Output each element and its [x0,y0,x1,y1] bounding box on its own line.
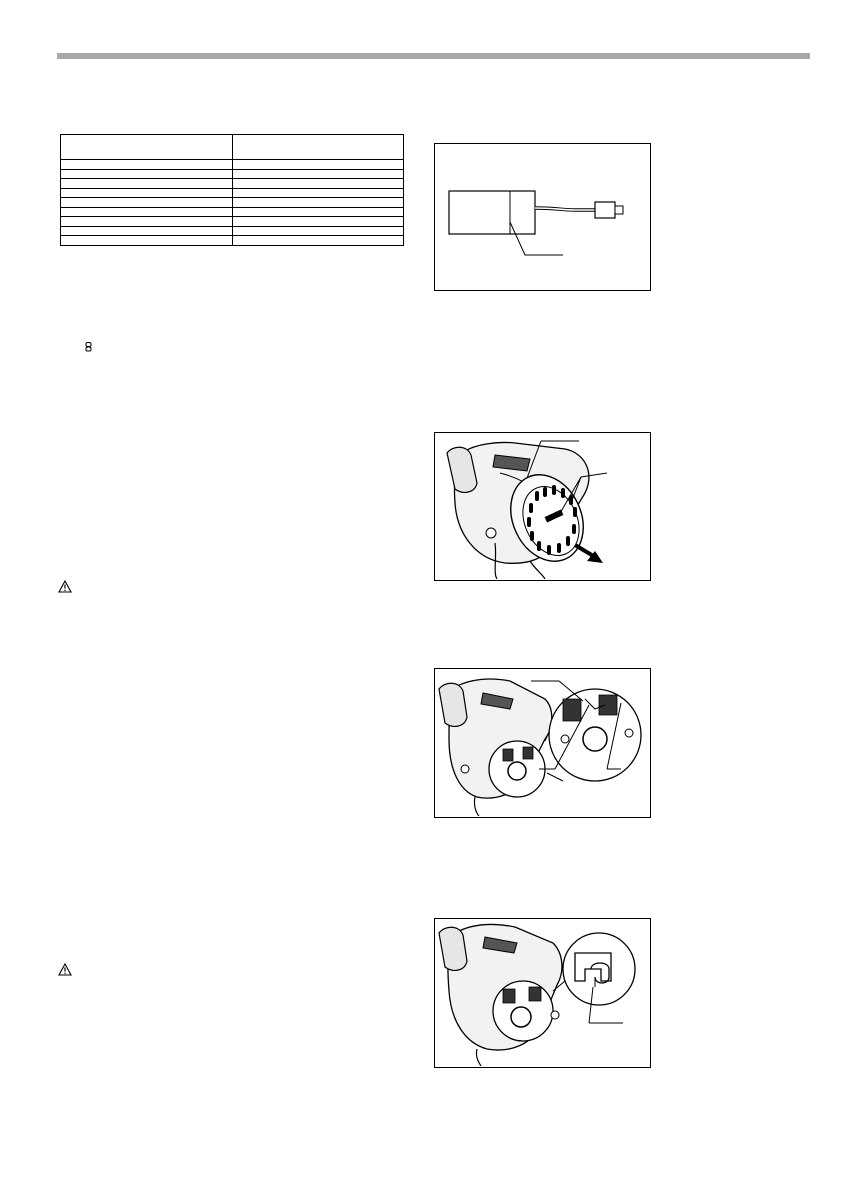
motor-cover-removal-figure [434,432,651,581]
small-mark-icon [85,342,93,352]
table-cell [61,236,233,246]
table-cell [61,226,233,236]
table-cell [233,207,404,217]
table-row [61,160,404,170]
drill-body-icon [439,679,552,816]
battery-figure [434,143,651,291]
table-cell [233,188,404,198]
table-row [61,207,404,217]
drill-body-icon [439,925,562,1066]
spec-table [60,134,404,246]
brush-spring-figure [434,918,651,1068]
table-cell [233,226,404,236]
magnified-view-icon [545,689,641,781]
table-cell [233,135,404,160]
table-cell [61,169,233,179]
warning-triangle-icon [58,580,72,593]
table-cell [61,188,233,198]
table-cell [61,160,233,170]
table-cell [61,217,233,227]
table-row [61,169,404,179]
table-row [61,236,404,246]
table-row [61,179,404,189]
top-rule [57,53,810,59]
table-cell [233,217,404,227]
table-cell [233,169,404,179]
table-cell [61,179,233,189]
table-cell [61,198,233,208]
table-header-row [61,135,404,160]
warning-triangle-icon [58,963,72,976]
battery-cartridge-icon [435,144,649,289]
table-cell [233,198,404,208]
table-row [61,188,404,198]
table-cell [233,179,404,189]
table-cell [61,135,233,160]
table-row [61,226,404,236]
magnified-view-icon [553,933,635,1005]
table-row [61,217,404,227]
table-cell [233,160,404,170]
table-cell [233,236,404,246]
arrow-icon [575,545,603,563]
brush-holder-figure [434,668,651,818]
table-row [61,198,404,208]
table-cell [61,207,233,217]
